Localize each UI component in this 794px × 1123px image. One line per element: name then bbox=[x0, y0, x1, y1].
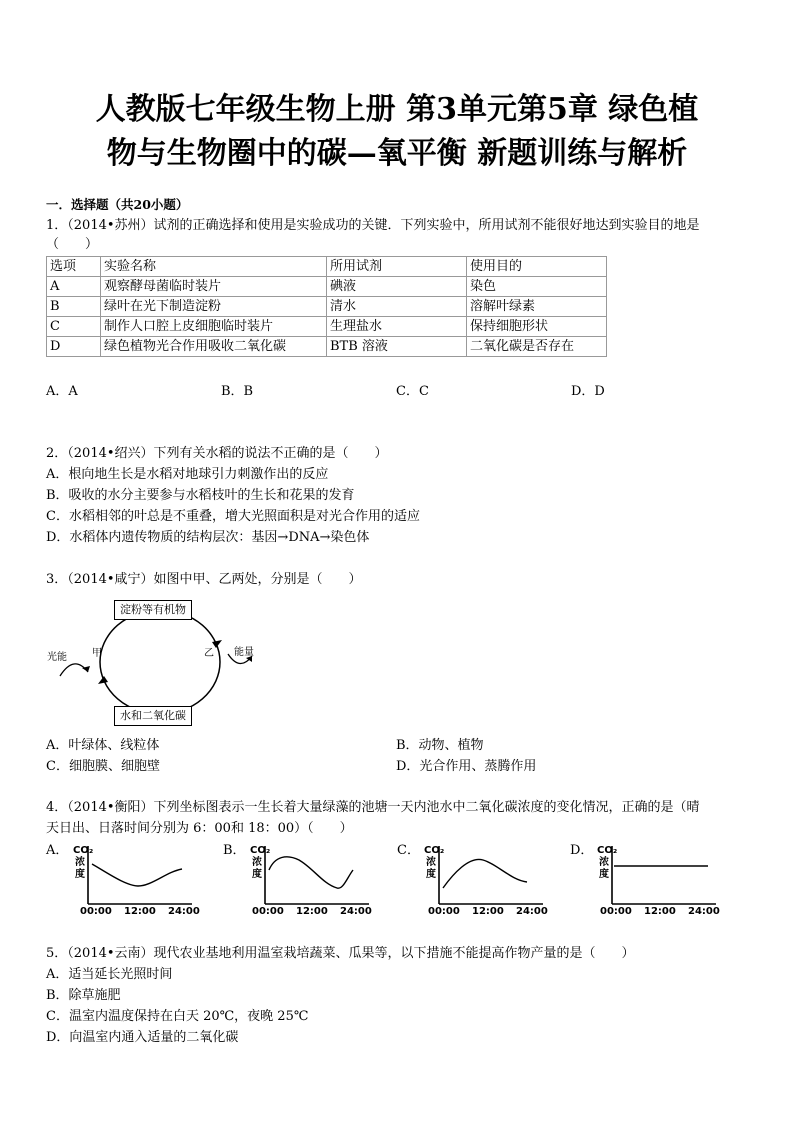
q1-table bbox=[46, 256, 607, 357]
x-tick-label: 12:00 bbox=[124, 906, 156, 917]
graph-y-label: 浓 bbox=[75, 857, 85, 868]
q3-yi-label: 乙 bbox=[204, 648, 214, 659]
q5-option-b: B．除草施肥 bbox=[46, 988, 121, 1003]
x-tick-label: 24:00 bbox=[340, 906, 372, 917]
graph-c-label: C． bbox=[397, 843, 420, 858]
q5-option-d: D．向温室内通入适量的二氧化碳 bbox=[46, 1030, 239, 1045]
q2-stem: 2．（2014•绍兴）下列有关水稻的说法不正确的是（ ） bbox=[46, 446, 388, 461]
table-cell: 制作人口腔上皮细胞临时装片 bbox=[101, 317, 327, 337]
light-in-arrow bbox=[60, 664, 88, 676]
x-tick-label: 00:00 bbox=[600, 906, 632, 917]
q3-option-a: A．叶绿体、线粒体 bbox=[46, 738, 160, 753]
graph-y-label: 浓 bbox=[252, 857, 262, 868]
q1-option-b: B．B bbox=[221, 384, 254, 399]
x-tick-label: 24:00 bbox=[168, 906, 200, 917]
q3-option-c: C．细胞膜、细胞壁 bbox=[46, 759, 160, 774]
table-cell: A bbox=[47, 277, 101, 297]
graph-c-curve bbox=[443, 859, 527, 888]
table-header-row bbox=[47, 257, 607, 277]
q3-top-box: 淀粉等有机物 bbox=[114, 600, 192, 620]
q3-stem: 3．（2014•咸宁）如图中甲、乙两处，分别是（ ） bbox=[46, 572, 362, 587]
table-header: 所用试剂 bbox=[327, 257, 467, 277]
graph-y-label: 度 bbox=[75, 869, 85, 880]
q3-option-b: B．动物、植物 bbox=[396, 738, 484, 753]
title-line-2: 物与生物圈中的碳—氧平衡 新题训练与解析 bbox=[106, 136, 688, 171]
q3-option-d: D．光合作用、蒸腾作用 bbox=[396, 759, 537, 774]
graph-a-curve bbox=[92, 864, 182, 886]
graph-y-label: 度 bbox=[599, 869, 609, 880]
q2-option-a: A．根向地生长是水稻对地球引力刺激作出的反应 bbox=[46, 467, 329, 482]
table-cell: C bbox=[47, 317, 101, 337]
x-tick-label: 00:00 bbox=[428, 906, 460, 917]
x-tick-label: 00:00 bbox=[252, 906, 284, 917]
q1-option-c: C．C bbox=[396, 384, 429, 399]
q4-stem-line1: 4．（2014•衡阳）下列坐标图表示一生长着大量绿藻的池塘一天内池水中二氧化碳浓度的变化情况，正确的是（晴 bbox=[46, 800, 700, 815]
table-cell: 二氧化碳是否存在 bbox=[467, 337, 607, 357]
cycle-loop bbox=[100, 610, 220, 714]
graph-y-label: CO₂ bbox=[424, 845, 445, 856]
table-cell: B bbox=[47, 297, 101, 317]
q4-stem-line2: 天日出、日落时间分别为 6：00和 18：00）（ ） bbox=[46, 821, 353, 836]
table-cell: 溶解叶绿素 bbox=[467, 297, 607, 317]
table-cell: 碘液 bbox=[327, 277, 467, 297]
x-tick-label: 00:00 bbox=[80, 906, 112, 917]
table-header: 使用目的 bbox=[467, 257, 607, 277]
q2-option-d: D．水稻体内遗传物质的结构层次：基因→DNA→染色体 bbox=[46, 530, 370, 545]
table-cell: 生理盐水 bbox=[327, 317, 467, 337]
q5-option-a: A．适当延长光照时间 bbox=[46, 967, 173, 982]
q2-option-b: B．吸收的水分主要参与水稻枝叶的生长和花果的发育 bbox=[46, 488, 355, 503]
graph-a-label: A． bbox=[46, 843, 69, 858]
table-cell: BTB 溶液 bbox=[327, 337, 467, 357]
table-row bbox=[47, 277, 607, 297]
q3-energy-label: 能量 bbox=[234, 647, 254, 658]
table-cell: 清水 bbox=[327, 297, 467, 317]
q2-option-c: C．水稻相邻的叶总是不重叠，增大光照面积是对光合作用的适应 bbox=[46, 509, 420, 524]
table-row bbox=[47, 337, 607, 357]
q3-bottom-box: 水和二氧化碳 bbox=[114, 706, 192, 726]
table-row bbox=[47, 297, 607, 317]
q3-jia-label: 甲 bbox=[92, 648, 102, 659]
table-cell: D bbox=[47, 337, 101, 357]
graph-y-label: 浓 bbox=[599, 857, 609, 868]
q5-option-c: C．温室内温度保持在白天 20℃，夜晚 25℃ bbox=[46, 1009, 309, 1024]
graph-b-curve bbox=[269, 857, 353, 888]
q1-option-d: D．D bbox=[571, 384, 605, 399]
graph-d-label: D． bbox=[570, 843, 594, 858]
section-heading: 一．选择题（共20小题） bbox=[46, 197, 189, 212]
graph-y-label: 度 bbox=[252, 869, 262, 880]
table-row bbox=[47, 317, 607, 337]
table-header: 选项 bbox=[47, 257, 101, 277]
graph-y-label: CO₂ bbox=[597, 845, 618, 856]
x-tick-label: 24:00 bbox=[688, 906, 720, 917]
page-title bbox=[40, 88, 754, 176]
title-line-1: 人教版七年级生物上册 第3单元第5章 绿色植 bbox=[95, 92, 699, 127]
q1-blank: （ ） bbox=[46, 237, 99, 252]
graph-y-label: 度 bbox=[426, 869, 436, 880]
table-cell: 绿色植物光合作用吸收二氧化碳 bbox=[101, 337, 327, 357]
table-header: 实验名称 bbox=[101, 257, 327, 277]
q5-stem: 5．（2014•云南）现代农业基地利用温室栽培蔬菜、瓜果等，以下措施不能提高作物产量的是（ ） bbox=[46, 946, 635, 961]
table-cell: 保持细胞形状 bbox=[467, 317, 607, 337]
graph-y-label: CO₂ bbox=[250, 845, 271, 856]
x-tick-label: 12:00 bbox=[296, 906, 328, 917]
graph-y-label: CO₂ bbox=[73, 845, 94, 856]
table-cell: 染色 bbox=[467, 277, 607, 297]
graph-b-label: B． bbox=[223, 843, 246, 858]
x-tick-label: 12:00 bbox=[472, 906, 504, 917]
x-tick-label: 12:00 bbox=[644, 906, 676, 917]
q3-light-label: 光能 bbox=[47, 652, 67, 663]
q1-option-a: A．A bbox=[46, 384, 78, 399]
q1-stem: 1．（2014•苏州）试剂的正确选择和使用是实验成功的关键．下列实验中，所用试剂不能很好地达到实验目的地是 bbox=[46, 218, 700, 233]
table-cell: 绿叶在光下制造淀粉 bbox=[101, 297, 327, 317]
graph-y-label: 浓 bbox=[426, 857, 436, 868]
table-cell: 观察酵母菌临时装片 bbox=[101, 277, 327, 297]
x-tick-label: 24:00 bbox=[516, 906, 548, 917]
